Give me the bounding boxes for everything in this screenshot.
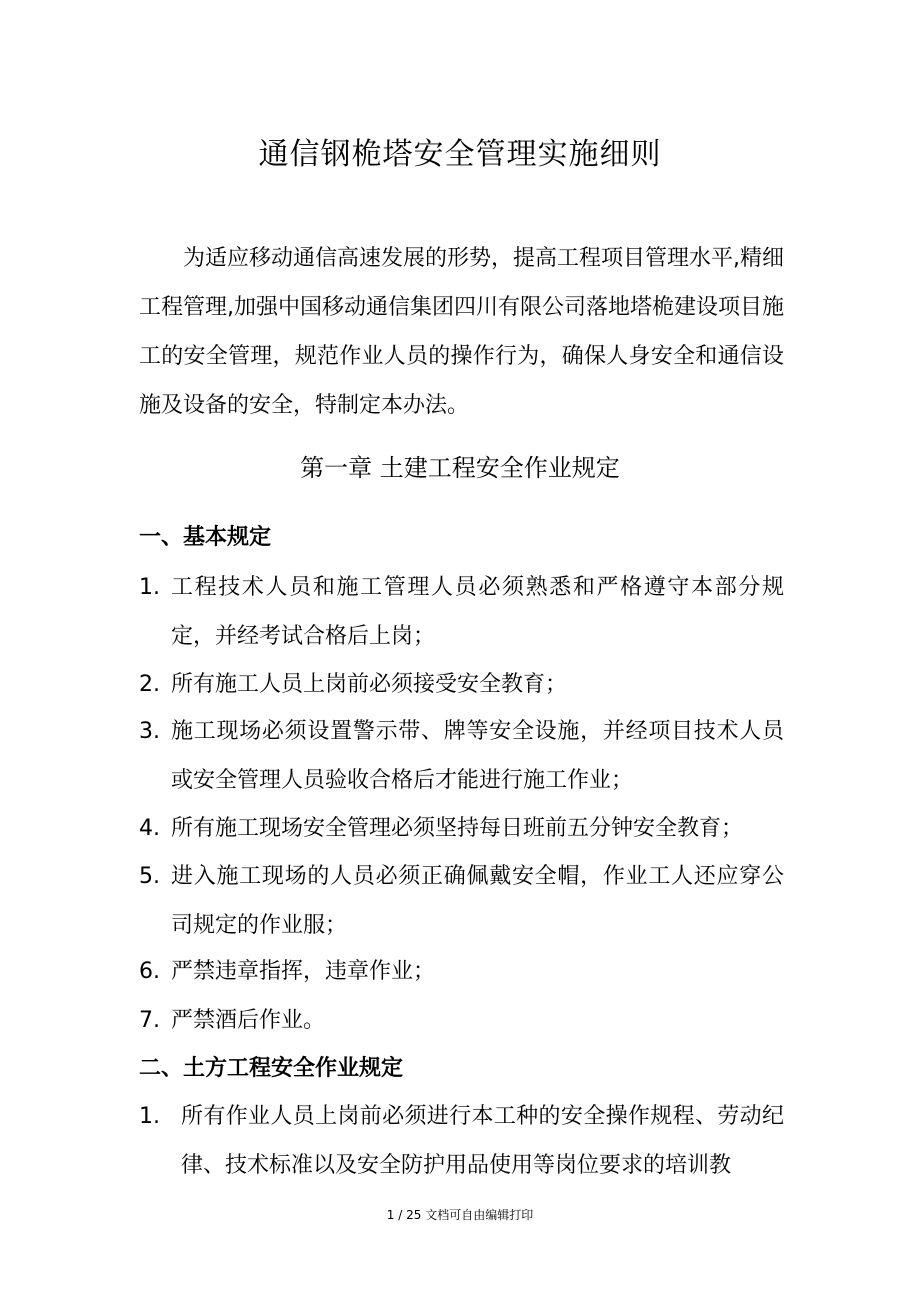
section-heading-basic: 一、基本规定 — [139, 525, 272, 550]
list-item-text: 严禁违章指挥，违章作业； — [171, 959, 436, 984]
list-item — [139, 707, 784, 805]
list-item-number: 6. — [139, 959, 160, 984]
list-item-number: 1. — [139, 575, 160, 600]
list-item-text: 所有作业人员上岗前必须进行本工种的安全操作规程、劳动纪律、技术标准以及安全防护用品使用等岗位要求的培训教 — [181, 1104, 784, 1178]
section-heading-earthwork: 二、土方工程安全作业规定 — [139, 1056, 404, 1081]
list-item-number: 3. — [139, 719, 160, 744]
list-item-text: 施工现场必须设置警示带、牌等安全设施，并经项目技术人员或安全管理人员验收合格后才能进行施工作业； — [171, 719, 784, 793]
list-item-text: 进入施工现场的人员必须正确佩戴安全帽，作业工人还应穿公司规定的作业服； — [171, 864, 784, 938]
list-item — [139, 804, 784, 853]
list-item-number: 2. — [139, 672, 160, 697]
list-item — [139, 996, 784, 1045]
list-item-number: 4. — [139, 816, 160, 841]
list-item — [139, 947, 784, 996]
list-item-number: 1. — [139, 1104, 160, 1129]
intro-paragraph: 为适应移动通信高速发展的形势，提高工程项目管理水平,精细工程管理,加强中国移动通信集团四川有限公司落地塔桅建设项目施工的安全管理，规范作业人员的操作行为，确保人身安全和通信设施及设备的安全，特制定本办法。 — [139, 246, 784, 418]
list-item-number: 5. — [139, 864, 160, 889]
list-item-number: 7. — [139, 1008, 160, 1033]
chapter-heading: 第一章 土建工程安全作业规定 — [300, 454, 620, 482]
document-title: 通信钢桅塔安全管理实施细则 — [258, 137, 662, 172]
list-item — [139, 660, 784, 709]
list-item — [139, 1092, 784, 1190]
list-item — [139, 852, 784, 950]
list-item-text: 工程技术人员和施工管理人员必须熟悉和严格遵守本部分规定，并经考试合格后上岗； — [171, 575, 784, 649]
list-item-text: 所有施工现场安全管理必须坚持每日班前五分钟安全教育； — [171, 816, 744, 841]
page-footer: 1 / 25 文档可自由编辑打印 — [386, 1208, 534, 1222]
list-item — [139, 563, 784, 661]
list-item-text: 所有施工人员上岗前必须接受安全教育； — [171, 672, 568, 697]
list-item-text: 严禁酒后作业。 — [171, 1008, 326, 1033]
